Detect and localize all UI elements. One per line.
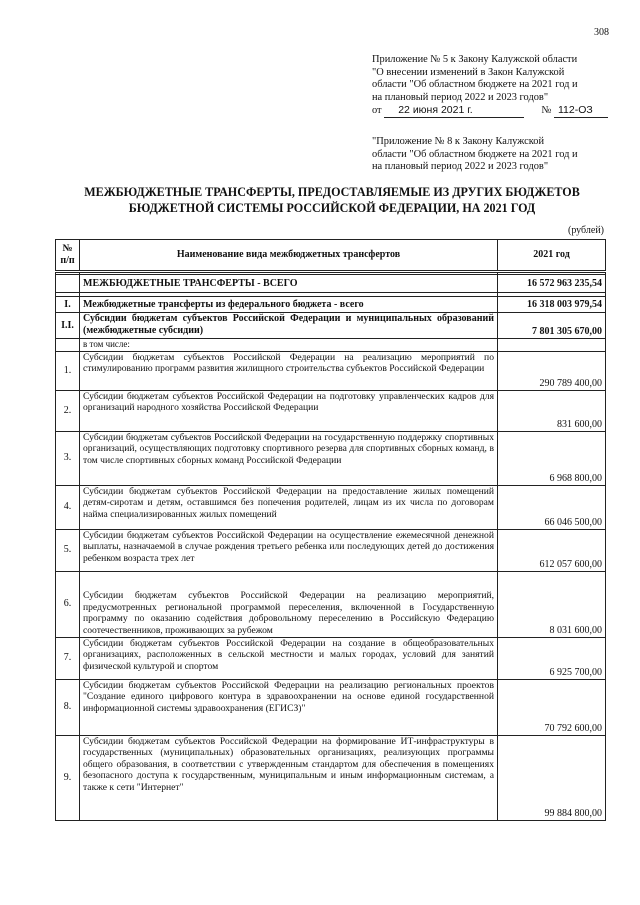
row-sum: 6 925 700,00 [498, 637, 606, 679]
table-row [56, 351, 606, 390]
table-row [56, 735, 606, 820]
appendix-line: Приложение № 5 к Закону Калужской области [372, 54, 578, 65]
row-sum: 831 600,00 [498, 390, 606, 431]
row-num: 7. [56, 637, 80, 679]
row-sum: 290 789 400,00 [498, 351, 606, 390]
appendix-line: на плановый период 2022 и 2023 годов" [372, 161, 549, 173]
previous-appendix-reference [372, 136, 612, 174]
row-sum: 66 046 500,00 [498, 485, 606, 529]
law-date-number-line [372, 104, 612, 118]
row-name: Субсидии бюджетам субъектов Российской Федерации на предоставление жилых помещений детям-сиротам и детям, оставшимся без попечения родителей, лицам из их числа по договорам найма специализированных жилых помещений [80, 485, 498, 529]
row-name: Субсидии бюджетам субъектов Российской Федерации на реализацию мероприятий, предусмотренных региональной программой переселения, включенной в Государственную программу по оказанию содействия добровольному переселению в Российскую Федерацию соотечественников, проживающих за рубежом [80, 571, 498, 637]
table-row [56, 637, 606, 679]
row-sum: 70 792 600,00 [498, 679, 606, 735]
row-name: Субсидии бюджетам субъектов Российской Федерации и муниципальных образований (межбюджетные субсидии) [80, 313, 498, 339]
row-num: 6. [56, 571, 80, 637]
row-num: I.I. [56, 313, 80, 339]
row-num: 8. [56, 679, 80, 735]
federal-row [56, 297, 606, 313]
row-name: Субсидии бюджетам субъектов Российской Федерации на создание в общеобразовательных организациях, расположенных в сельской местности и малых городах, условий для занятий физической культурой и спортом [80, 637, 498, 679]
appendix-reference [372, 54, 612, 118]
row-sum: 7 801 305 670,00 [498, 313, 606, 339]
table-row [56, 431, 606, 485]
row-sum: 16 572 963 235,54 [498, 275, 606, 293]
law-number: 112-ОЗ [554, 104, 608, 118]
row-sum: 99 884 800,00 [498, 735, 606, 820]
header-year: 2021 год [498, 240, 606, 272]
document-title [60, 185, 604, 216]
table-row [56, 571, 606, 637]
including-label: в том числе: [80, 339, 498, 352]
table-row [56, 485, 606, 529]
header-num: № п/п [56, 240, 80, 272]
row-num: 2. [56, 390, 80, 431]
row-num: 9. [56, 735, 80, 820]
row-name: Субсидии бюджетам субъектов Российской Федерации на государственную поддержку спортивных организаций, осуществляющих подготовку спортивного резерва для спортивных сборных команд, в том числе спортивных сборных команд Российской Федерации [80, 431, 498, 485]
total-row [56, 275, 606, 293]
appendix-line: области "Об областном бюджете на 2021 год и [372, 79, 578, 91]
transfers-table [55, 239, 606, 821]
units-label: (рублей) [567, 225, 604, 236]
appendix-line: "О внесении изменений в Закон Калужской [372, 66, 565, 78]
table-header-row [56, 240, 606, 272]
row-num: 4. [56, 485, 80, 529]
row-num: 3. [56, 431, 80, 485]
from-label: от [372, 105, 382, 117]
table-row [56, 529, 606, 571]
row-num: 5. [56, 529, 80, 571]
row-num [56, 275, 80, 293]
appendix-line: области "Об областном бюджете на 2021 год и [372, 148, 578, 160]
number-label: № [541, 105, 552, 117]
row-sum: 16 318 003 979,54 [498, 297, 606, 313]
header-name: Наименование вида межбюджетных трансфертов [80, 240, 498, 272]
row-name: Субсидии бюджетам субъектов Российской Федерации на осуществление ежемесячной денежной выплаты, назначаемой в случае рождения третьего ребенка или последующих детей до достижения ребенком возраста трех лет [80, 529, 498, 571]
row-name: Субсидии бюджетам субъектов Российской Федерации на подготовку управленческих кадров для организаций народного хозяйства Российской Федерации [80, 390, 498, 431]
row-name: Субсидии бюджетам субъектов Российской Федерации на формирование ИТ-инфраструктуры в государственных (муниципальных) образовательных организациях, реализующих программы общего образования, в соответствии с утвержденным стандартом для обеспечения в помещениях безопасного доступа к государственным, муниципальным и иным информационным системам, а также к сети "Интернет" [80, 735, 498, 820]
subsidies-row [56, 313, 606, 339]
row-num: I. [56, 297, 80, 313]
table-row [56, 390, 606, 431]
including-row [56, 339, 606, 352]
row-name: Межбюджетные трансферты из федерального бюджета - всего [80, 297, 498, 313]
row-name: МЕЖБЮДЖЕТНЫЕ ТРАНСФЕРТЫ - ВСЕГО [80, 275, 498, 293]
row-name: Субсидии бюджетам субъектов Российской Федерации на реализацию мероприятий по стимулированию программ развития жилищного строительства субъектов Российской Федерации [80, 351, 498, 390]
appendix-line: на плановый период 2022 и 2023 годов" [372, 91, 549, 103]
appendix-line: "Приложение № 8 к Закону Калужской [372, 136, 545, 147]
row-sum: 8 031 600,00 [498, 571, 606, 637]
title-line: БЮДЖЕТНОЙ СИСТЕМЫ РОССИЙСКОЙ ФЕДЕРАЦИИ, НА 2021 ГОД [128, 200, 536, 215]
row-sum: 6 968 800,00 [498, 431, 606, 485]
law-date: 22 июня 2021 г. [384, 104, 524, 118]
row-sum: 612 057 600,00 [498, 529, 606, 571]
row-name: Субсидии бюджетам субъектов Российской Федерации на реализацию региональных проектов "Создание единого цифрового контура в здравоохранении на основе единой государственной информационной системы здравоохранения (ЕГИСЗ)" [80, 679, 498, 735]
page-number: 308 [594, 27, 609, 38]
row-num: 1. [56, 351, 80, 390]
table-row [56, 679, 606, 735]
title-line: МЕЖБЮДЖЕТНЫЕ ТРАНСФЕРТЫ, ПРЕДОСТАВЛЯЕМЫЕ ИЗ ДРУГИХ БЮДЖЕТОВ [84, 185, 580, 199]
